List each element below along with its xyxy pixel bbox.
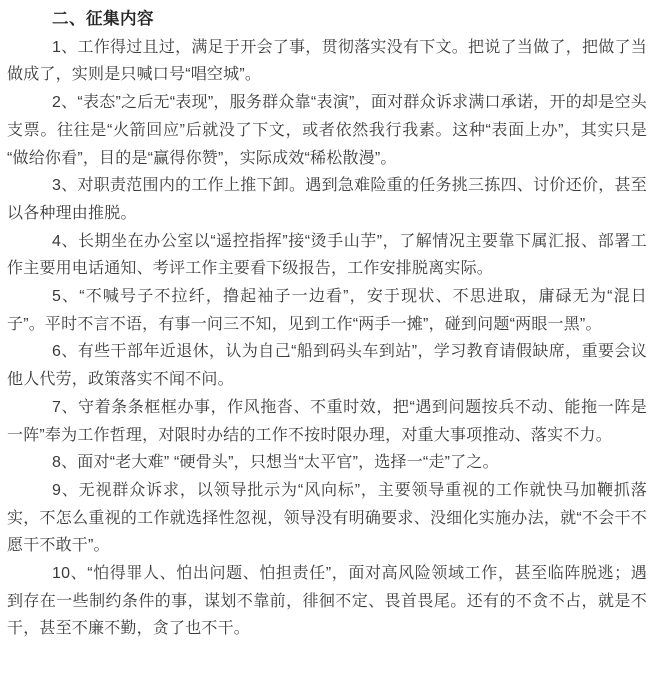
list-paragraph-6: 6、有些干部年近退休，认为自己“船到码头车到站”，学习教育请假缺席，重要会议他人代劳，政策落实不闻不问。 bbox=[7, 343, 647, 389]
list-paragraph-8: 8、面对“老大难” “硬骨头”，只想当“太平官”，选择一“走”了之。 bbox=[52, 454, 499, 472]
list-paragraph-1: 1、工作得过且过，满足于开会了事，贯彻落实没有下文。把说了当做了，把做了当做成了，实则是只喊口号“唱空城”。 bbox=[7, 38, 647, 84]
list-paragraph-9: 9、无视群众诉求，以领导批示为“风向标”，主要领导重视的工作就快马加鞭抓落实，不怎么重视的工作就选择性忽视，领导没有明确要求、没细化实施办法，就“不会干不愿干不敢干”。 bbox=[7, 481, 647, 555]
list-paragraph-7: 7、守着条条框框办事，作风拖沓、不重时效，把“遇到问题按兵不动、能拖一阵是一阵”奉为工作哲理，对限时办结的工作不按时限办理，对重大事项推动、落实不力。 bbox=[7, 398, 647, 444]
section-heading: 二、征集内容 bbox=[52, 10, 154, 28]
list-paragraph-2: 2、“表态”之后无“表现”，服务群众靠“表演”，面对群众诉求满口承诺，开的却是空头支票。往往是“火箭回应”后就没了下文，或者依然我行我素。这种“表面上办”，其实只是“做给你看”，目的是“赢得你赞”，实际成效“稀松散漫”。 bbox=[7, 94, 647, 167]
list-paragraph-3: 3、对职责范围内的工作上推下卸。遇到急难险重的任务挑三拣四、讨价还价，甚至以各种理由推脱。 bbox=[7, 177, 647, 222]
list-paragraph-5: 5、“不喊号子不拉纤，撸起袖子一边看”，安于现状、不思进取，庸碌无为“混日子”。平时不言不语，有事一问三不知，见到工作“两手一摊”，碰到问题“两眼一黑”。 bbox=[7, 288, 647, 333]
list-paragraph-4: 4、长期坐在办公室以“遥控指挥”接“烫手山芋”，了解情况主要靠下属汇报、部署工作主要用电话通知、考评工作主要看下级报告，工作安排脱离实际。 bbox=[7, 232, 647, 278]
list-paragraph-10: 10、“怕得罪人、怕出问题、怕担责任”，面对高风险领域工作，甚至临阵脱逃；遇到存在一些制约条件的事，谋划不靠前，徘徊不定、畏首畏尾。还有的不贪不占，就是不干，甚至不廉不勤，贪了也不干。 bbox=[7, 565, 647, 638]
